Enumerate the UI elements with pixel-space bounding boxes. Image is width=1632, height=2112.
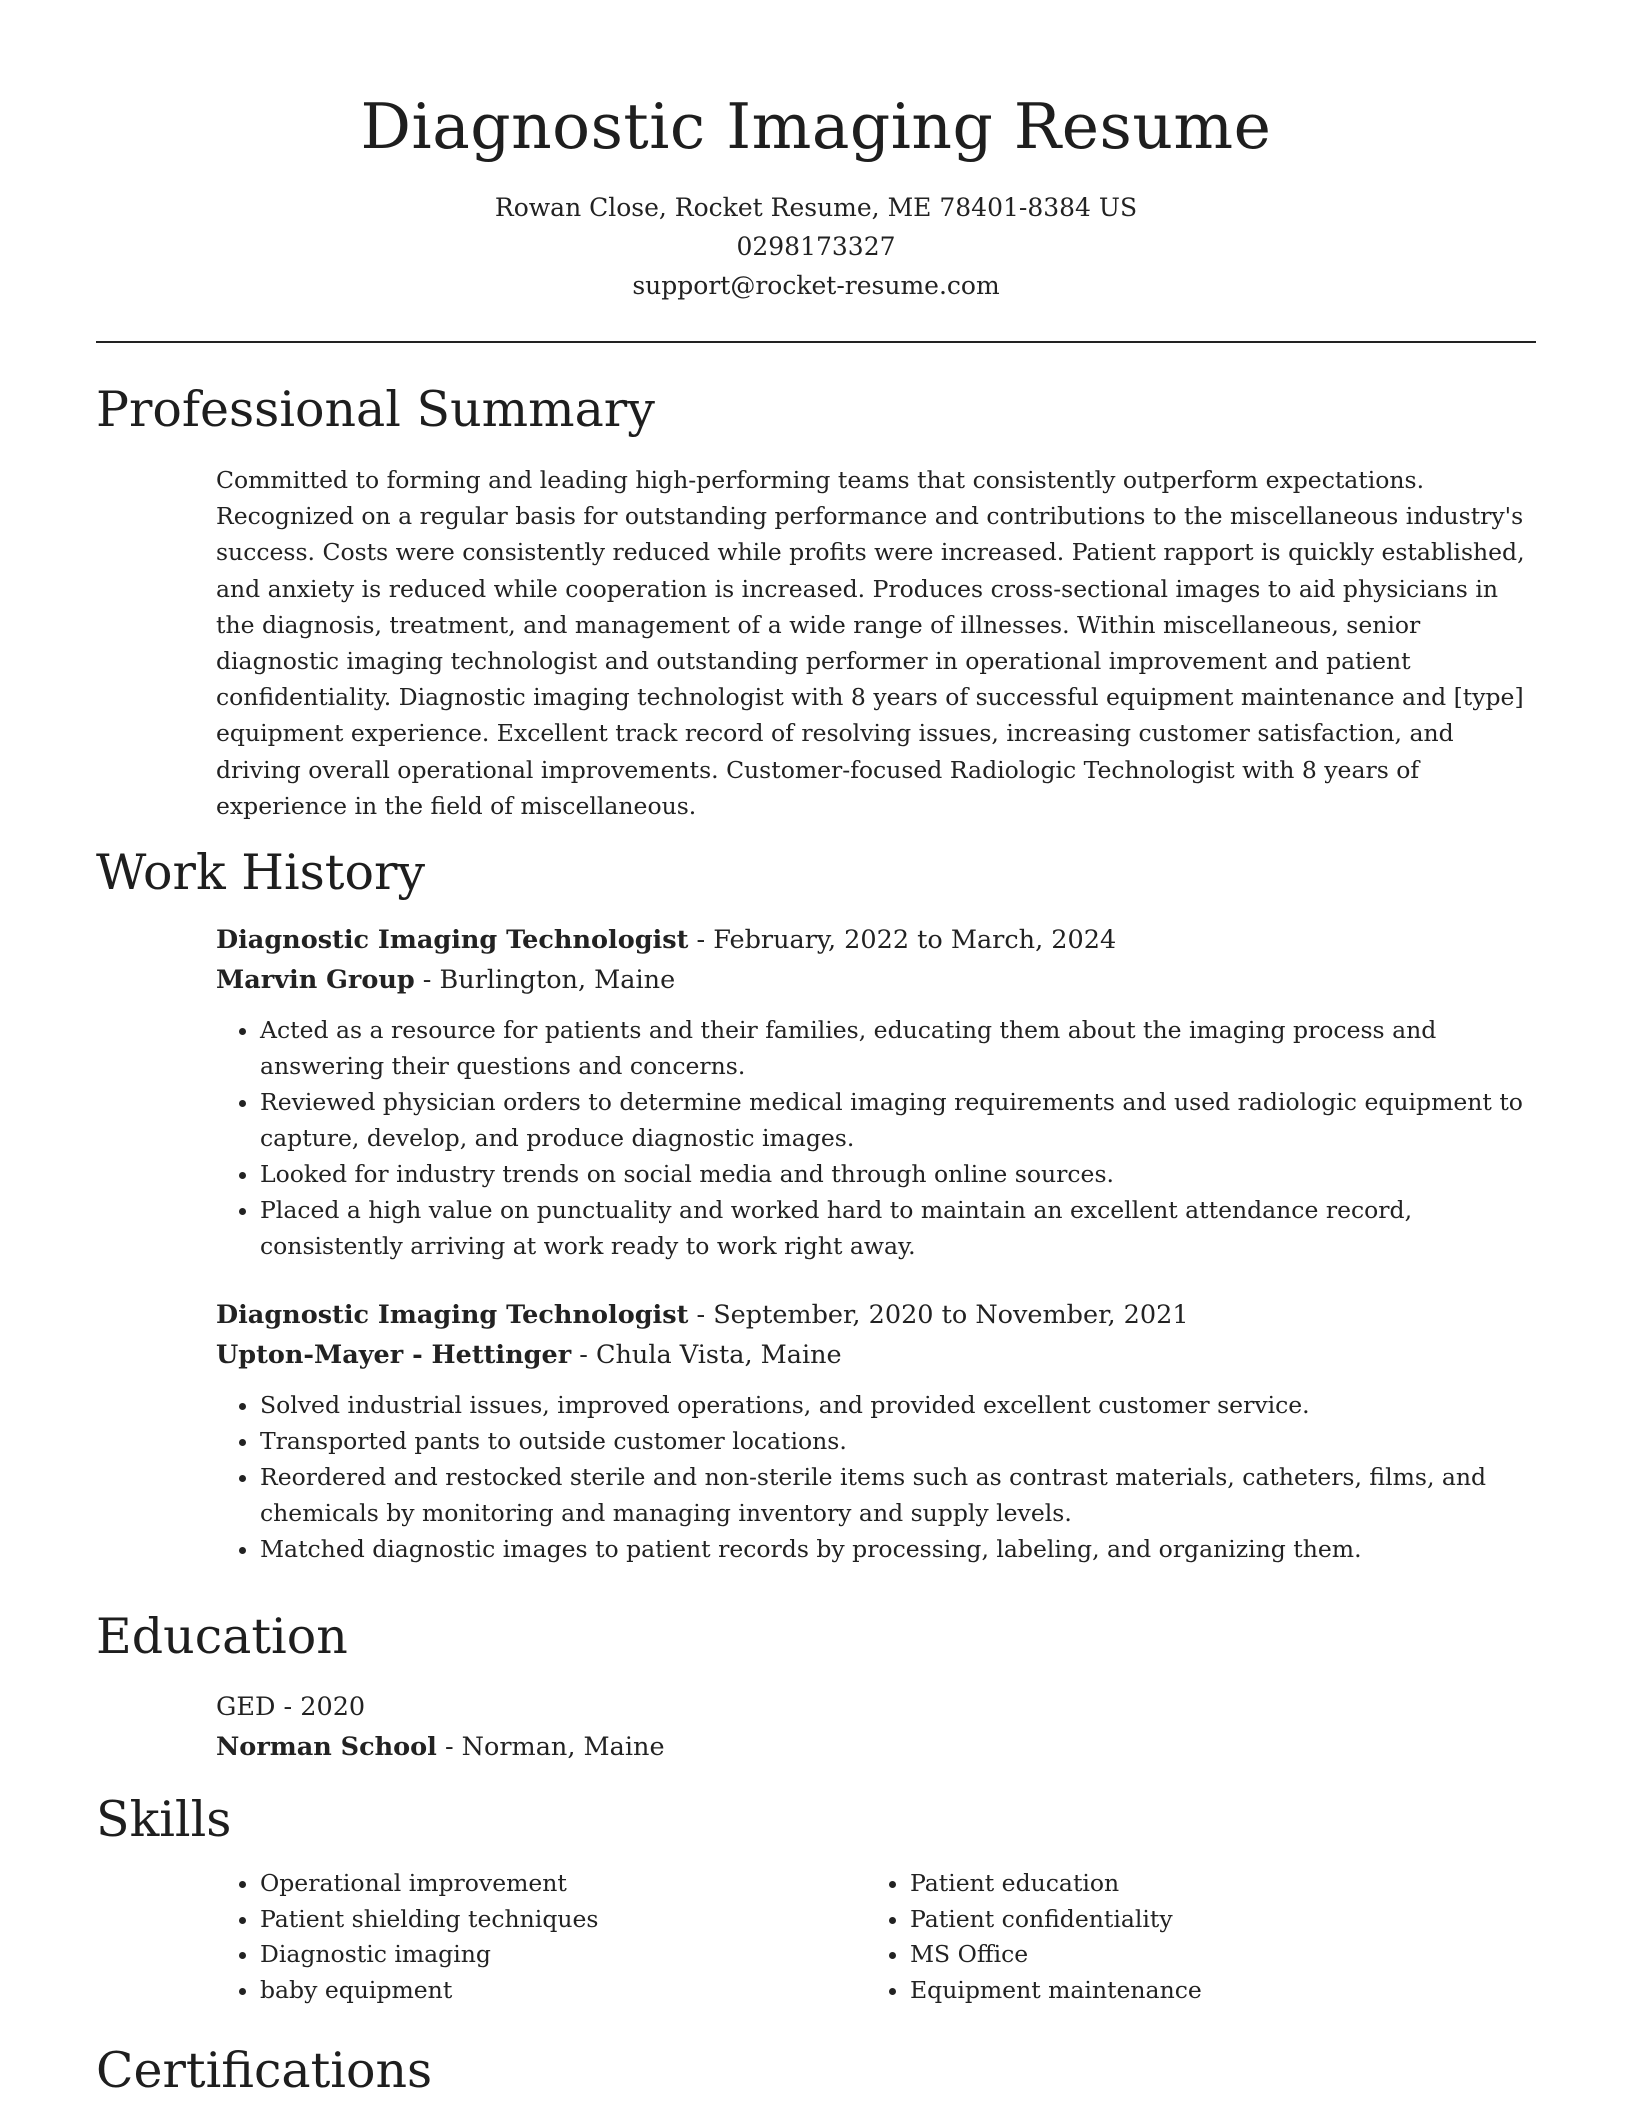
job-title: Diagnostic Imaging Technologist: [216, 1300, 689, 1330]
section-heading-certifications: Certifications: [96, 2042, 433, 2099]
job-entry: [216, 1295, 1536, 1567]
resume-title: Diagnostic Imaging Resume: [360, 90, 1272, 163]
job-bullet: • Reordered and restocked sterile and non-sterile items such as contrast materials, catheters, films, and chemicals by monitoring and managing inventory and supply levels.: [260, 1459, 1536, 1531]
job-title: Diagnostic Imaging Technologist: [216, 925, 689, 955]
contact-block: [96, 188, 1536, 305]
job-bullet: • Acted as a resource for patients and their families, educating them about the imaging process and answering their questions and concerns.: [260, 1012, 1536, 1084]
job-bullet: • Placed a high value on punctuality and worked hard to maintain an excellent attendance record, consistently arriving at work ready to work right away.: [260, 1192, 1536, 1264]
job-entry: [216, 920, 1536, 1264]
section-heading-skills: Skills: [96, 1791, 232, 1848]
job-title-line: [216, 1295, 1536, 1335]
job-company: Upton-Mayer - Hettinger: [216, 1340, 572, 1370]
skill-item: • Equipment maintenance: [910, 1973, 1506, 2009]
skill-item: • Operational improvement: [260, 1866, 856, 1902]
skill-item: • Patient confidentiality: [910, 1902, 1506, 1938]
job-bullet: • Looked for industry trends on social media and through online sources.: [260, 1156, 1536, 1192]
education-school: Norman School: [216, 1732, 437, 1762]
skill-item: • Diagnostic imaging: [260, 1937, 856, 1973]
job-company-line: [216, 1335, 1536, 1375]
section-heading-work-history: Work History: [96, 844, 426, 901]
education-location: - Norman, Maine: [436, 1732, 665, 1762]
section-heading-summary: Professional Summary: [96, 381, 655, 438]
contact-address: Rowan Close, Rocket Resume, ME 78401-8384 US: [494, 193, 1138, 222]
job-dates: - February, 2022 to March, 2024: [688, 925, 1117, 955]
job-location: - Burlington, Maine: [414, 965, 676, 995]
job-dates: - September, 2020 to November, 2021: [688, 1300, 1189, 1330]
job-location: - Chula Vista, Maine: [571, 1340, 842, 1370]
job-bullet: • Reviewed physician orders to determine medical imaging requirements and used radiologic equipment to capture, develop, and produce diagnostic images.: [260, 1084, 1536, 1156]
skills-column-right: [866, 1866, 1506, 2008]
job-bullets: [216, 1387, 1536, 1567]
skills-column-left: [216, 1866, 856, 2008]
skill-item: • baby equipment: [260, 1973, 856, 2009]
summary-text: Committed to forming and leading high-performing teams that consistently outperform expectations. Recognized on a regular basis for outstanding performance and contributions to the miscellaneous industry's success. Costs were consistently reduced while profits were increased. Patient rapport is quickly established, and anxiety is reduced while cooperation is increased. Produces cross-sectional images to aid physicians in the diagnosis, treatment, and management of a wide range of illnesses. Within miscellaneous, senior diagnostic imaging technologist and outstanding performer in operational improvement and patient confidentiality. Diagnostic imaging technologist with 8 years of successful equipment maintenance and [type] equipment experience. Excellent track record of resolving issues, increasing customer satisfaction, and driving overall operational improvements. Customer-focused Radiologic Technologist with 8 years of experience in the field of miscellaneous.: [216, 466, 1525, 820]
job-company: Marvin Group: [216, 965, 415, 995]
job-bullet: • Matched diagnostic images to patient records by processing, labeling, and organizing them.: [260, 1531, 1536, 1567]
skill-item: • MS Office: [910, 1937, 1506, 1973]
job-bullet: • Transported pants to outside customer locations.: [260, 1423, 1536, 1459]
contact-email[interactable]: support@rocket-resume.com: [632, 271, 1000, 300]
job-bullets: [216, 1012, 1536, 1264]
header-divider: [96, 341, 1536, 343]
job-bullet: • Solved industrial issues, improved operations, and provided excellent customer service.: [260, 1387, 1536, 1423]
education-school-line: [216, 1727, 1536, 1767]
job-company-line: [216, 960, 1536, 1000]
skill-item: • Patient education: [910, 1866, 1506, 1902]
skill-item: • Patient shielding techniques: [260, 1902, 856, 1938]
resume-header: [96, 84, 1536, 305]
contact-phone: 0298173327: [736, 232, 896, 261]
section-heading-education: Education: [96, 1608, 348, 1665]
education-degree: GED - 2020: [216, 1692, 366, 1722]
job-title-line: [216, 920, 1536, 960]
education-entry: [216, 1687, 1536, 1767]
